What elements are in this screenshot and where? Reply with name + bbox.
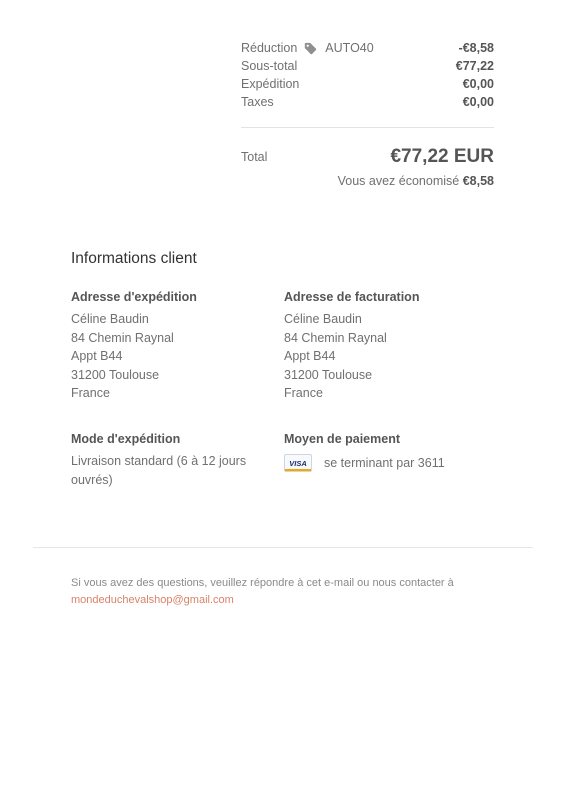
billing-address-line: 31200 Toulouse bbox=[284, 367, 373, 382]
subtotal-value: €77,22 bbox=[455, 59, 494, 73]
shipping-address-line: France bbox=[71, 386, 110, 400]
visa-card-icon: VISA bbox=[284, 454, 312, 472]
taxes-label: Taxes bbox=[241, 95, 274, 109]
customer-info-title: Informations client bbox=[71, 250, 197, 267]
payment-method-heading: Moyen de paiement bbox=[284, 432, 400, 446]
shipping-address-heading: Adresse d'expédition bbox=[71, 290, 197, 304]
footer-divider bbox=[33, 547, 533, 548]
billing-address-line: Céline Baudin bbox=[284, 312, 362, 326]
payment-method bbox=[284, 432, 484, 473]
contact-email-link[interactable]: mondeduchevalshop@gmail.com bbox=[71, 593, 234, 606]
order-summary bbox=[241, 39, 494, 188]
discount-row bbox=[241, 39, 494, 57]
shipping-method bbox=[71, 432, 261, 489]
footer-text: Si vous avez des questions, veuillez répondre à cet e-mail ou nous contacter à bbox=[71, 577, 454, 589]
discount-value: -€8,58 bbox=[458, 41, 494, 55]
subtotal-label: Sous-total bbox=[241, 59, 298, 73]
savings-text: Vous avez économisé bbox=[337, 174, 460, 188]
shipping-address bbox=[71, 290, 271, 403]
total-label: Total bbox=[241, 150, 268, 164]
taxes-value: €0,00 bbox=[462, 95, 494, 109]
summary-divider bbox=[241, 127, 494, 128]
total-value: €77,22 EUR bbox=[390, 146, 494, 167]
shipping-address-line: 31200 Toulouse bbox=[71, 367, 160, 382]
shipping-value: €0,00 bbox=[462, 77, 494, 91]
discount-code: AUTO40 bbox=[325, 41, 374, 55]
billing-address-heading: Adresse de facturation bbox=[284, 290, 420, 304]
billing-address-line: 84 Chemin Raynal bbox=[284, 330, 387, 345]
shipping-row bbox=[241, 75, 494, 93]
tag-icon bbox=[304, 42, 317, 55]
card-ending-text: se terminant par 3611 bbox=[324, 456, 445, 470]
billing-address-line: Appt B44 bbox=[284, 349, 336, 363]
billing-address-line: France bbox=[284, 386, 323, 400]
shipping-address-line: Céline Baudin bbox=[71, 312, 149, 326]
savings-value: €8,58 bbox=[462, 174, 494, 188]
total-row bbox=[241, 144, 494, 170]
shipping-address-line: Appt B44 bbox=[71, 349, 123, 363]
billing-address bbox=[284, 290, 484, 403]
subtotal-row bbox=[241, 57, 494, 75]
footer bbox=[71, 575, 491, 608]
shipping-method-heading: Mode d'expédition bbox=[71, 432, 181, 446]
discount-label: Réduction bbox=[241, 41, 298, 55]
savings-note bbox=[241, 174, 494, 188]
shipping-address-line: 84 Chemin Raynal bbox=[71, 330, 174, 345]
shipping-label: Expédition bbox=[241, 77, 300, 91]
shipping-method-value: Livraison standard (6 à 12 jours ouvrés) bbox=[71, 454, 247, 487]
taxes-row bbox=[241, 93, 494, 111]
